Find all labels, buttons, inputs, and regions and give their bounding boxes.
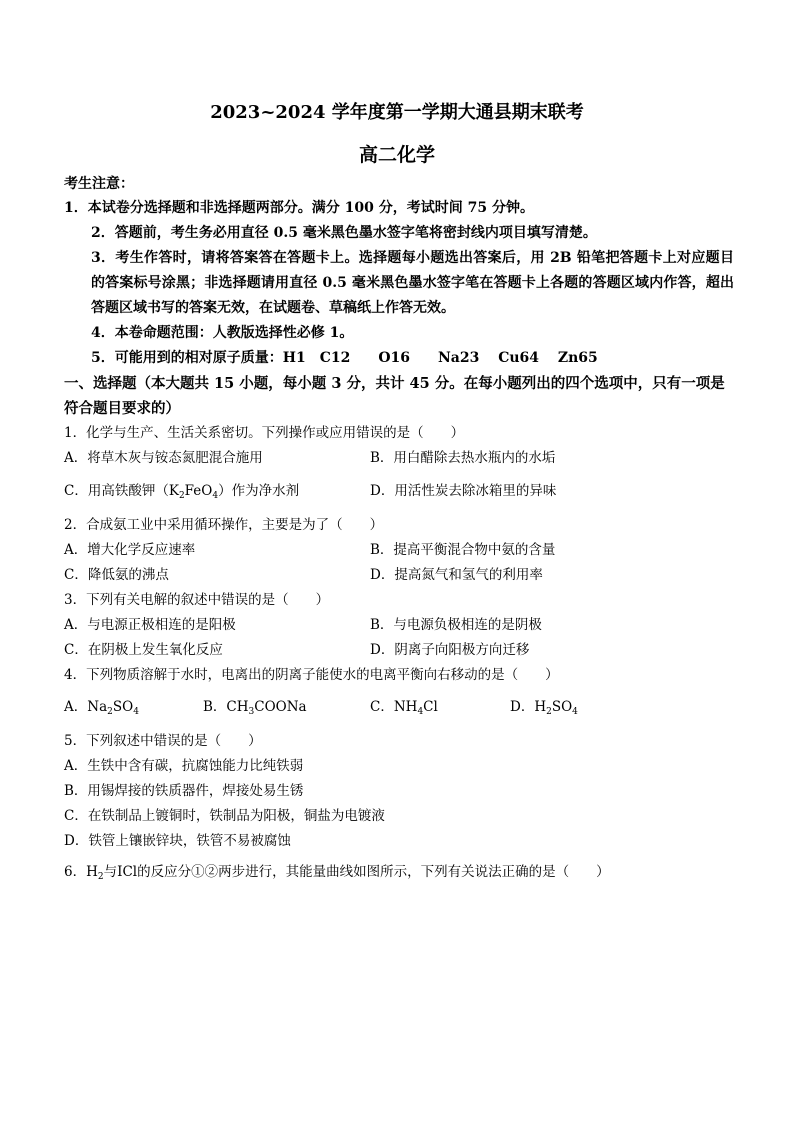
- question-3-stem: 3．下列有关电解的叙述中错误的是（ ）: [64, 592, 330, 608]
- question-6-stem: 6．$H_2$与ICl的反应分①②两步进行，其能量曲线如图所示，下列有关说法正确的是（ ）: [64, 864, 610, 882]
- section-heading: 一、选择题（本大题共 15 小题，每小题 3 分，共计 45 分。在每小题列出的四个选项中，只有一项是符合题目要求的）: [64, 375, 725, 417]
- question-5-option-c: C．在铁制品上镀铜时，铁制品为阳极，铜盐为电镀液: [64, 808, 385, 824]
- notice-item-4: 4．本卷命题范围：人教版选择性必修 1。: [91, 325, 354, 341]
- question-4-option-b: B．$CH_3COONa$: [203, 699, 307, 717]
- question-3-option-b: B．与电源负极相连的是阴极: [370, 617, 542, 633]
- question-4-option-a: A．$Na_2SO_4$: [64, 699, 139, 717]
- question-4-stem: 4．下列物质溶解于水时，电离出的阴离子能使水的电离平衡向右移动的是（ ）: [64, 667, 559, 683]
- notice-item-2: 2．答题前，考生务必用直径 0.5 毫米黑色墨水签字笔将密封线内项目填写清楚。: [91, 225, 597, 241]
- question-1-option-b: B．用白醋除去热水瓶内的水垢: [370, 450, 556, 466]
- notice-item-1: 1．本试卷分选择题和非选择题两部分。满分 100 分，考试时间 75 分钟。: [64, 200, 534, 216]
- question-5-option-a: A．生铁中含有碳，抗腐蚀能力比纯铁弱: [64, 758, 304, 774]
- question-4-option-c: C．$NH_4Cl$: [370, 699, 438, 717]
- question-2-option-a: A．增大化学反应速率: [64, 542, 196, 558]
- question-3-option-a: A．与电源正极相连的是阳极: [64, 617, 236, 633]
- notice-item-5: 5．可能用到的相对原子质量：H1 C12 O16 Na23 Cu64 Zn65: [91, 350, 598, 366]
- question-1-option-d: D．用活性炭去除冰箱里的异味: [370, 483, 557, 499]
- question-2-option-c: C．降低氨的沸点: [64, 567, 169, 583]
- question-5-option-d: D．铁管上镶嵌锌块，铁管不易被腐蚀: [64, 833, 291, 849]
- question-5-option-b: B．用锡焊接的铁质器件，焊接处易生锈: [64, 783, 304, 799]
- exam-title: 2023~2024 学年度第一学期大通县期末联考: [210, 102, 584, 123]
- question-3-option-c: C．在阴极上发生氧化反应: [64, 642, 223, 658]
- question-3-option-d: D．阴离子向阳极方向迁移: [370, 642, 530, 658]
- question-1-option-a: A．将草木灰与铵态氮肥混合施用: [64, 450, 263, 466]
- question-2-stem: 2．合成氨工业中采用循环操作，主要是为了（ ）: [64, 517, 384, 533]
- question-1-stem: 1．化学与生产、生活关系密切。下列操作或应用错误的是（ ）: [64, 425, 465, 441]
- question-2-option-b: B．提高平衡混合物中氨的含量: [370, 542, 556, 558]
- question-2-option-d: D．提高氮气和氢气的利用率: [370, 567, 543, 583]
- notice-heading: 考生注意：: [64, 176, 134, 192]
- question-5-stem: 5．下列叙述中错误的是（ ）: [64, 733, 262, 749]
- subject-title: 高二化学: [358, 144, 435, 166]
- question-4-option-d: D．$H_2SO_4$: [510, 699, 578, 717]
- notice-item-3: 3．考生作答时，请将答案答在答题卡上。选择题每小题选出答案后，用 2B 铅笔把答题卡上对应题目的答案标号涂黑；非选择题请用直径 0.5 毫米黑色墨水签字笔在答题卡上各题的答题区域内作答，超出答题区域书写的答案无效，在试题卷、草稿纸上作答无效。: [91, 250, 734, 316]
- question-1-option-c: C．用高铁酸钾$(K_2FeO_4)$作为净水剂: [64, 483, 300, 501]
